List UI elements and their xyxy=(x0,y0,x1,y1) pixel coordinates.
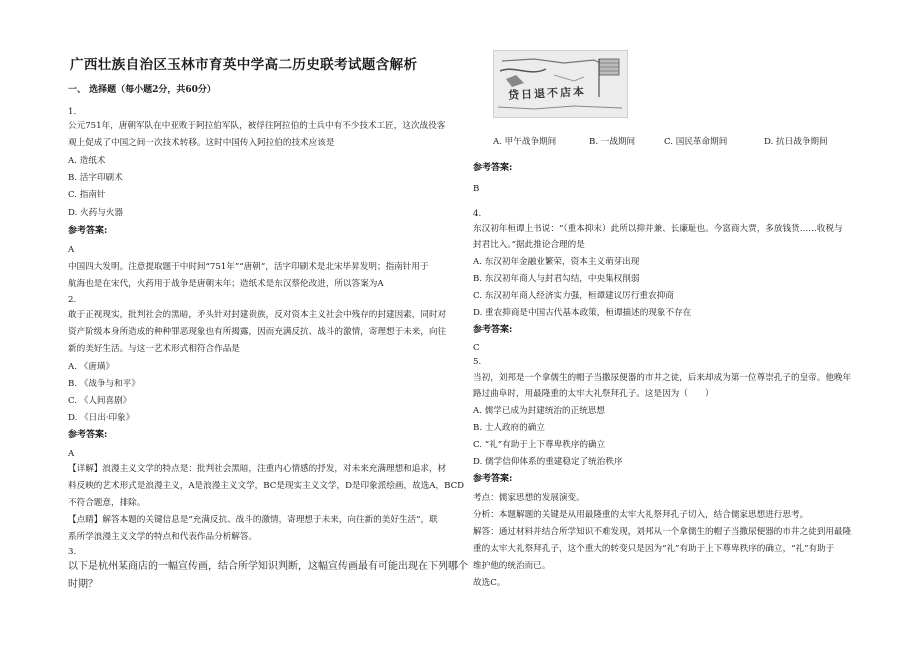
q4-option-d: D. 重农抑商是中国古代基本政策，桓谭描述的现象不存在 xyxy=(473,308,692,318)
q1-stem-line: 公元751年，唐朝军队在中亚败于阿拉伯军队，被俘往阿拉伯的士兵中有不少技术工匠，这次战役客 xyxy=(68,121,446,131)
q5-option-b: B. 士人政府的确立 xyxy=(473,423,545,433)
q3-image-text: 贷日退不店本 xyxy=(507,84,587,103)
q5-explain-line: 维护他的统治而已。 xyxy=(473,561,551,571)
q2-explain-line: 料反映的艺术形式是浪漫主义，A是浪漫主义文学，BC是现实主义文学，D是印象派绘画，故选A，BCD xyxy=(68,481,465,491)
q5-explain-line: 分析：本题解题的关键是从用最隆重的太牢大礼祭拜孔子切入，结合儒家思想进行思考。 xyxy=(473,510,809,520)
q1-answer: A xyxy=(68,245,75,255)
q5-option-c: C. “礼”有助于上下尊卑秩序的确立 xyxy=(473,440,606,450)
q2-answer-label: 参考答案: xyxy=(68,430,108,440)
q4-option-c: C. 东汉初年商人经济实力强，桓谭建议厉行重农抑商 xyxy=(473,291,674,301)
q3-option-d: D. 抗日战争期间 xyxy=(764,137,828,147)
q1-option-c: C. 指南针 xyxy=(68,190,106,200)
q2-explain-line: 不符合题意，排除。 xyxy=(68,498,146,508)
q3-number: 3. xyxy=(68,547,77,557)
q2-option-b: B. 《战争与和平》 xyxy=(68,379,140,389)
q3-answer-label: 参考答案: xyxy=(473,163,513,173)
section-heading: 一、 选择题（每小题2分，共60分） xyxy=(68,85,216,95)
q5-option-d: D. 儒学信仰体系的重建稳定了统治秩序 xyxy=(473,457,623,467)
q1-explain-line: 中国四大发明。注意提取题干中时间“751年”“唐朝”，活字印刷术是北宋毕昇发明；指南针用于 xyxy=(68,262,429,272)
q5-option-a: A. 儒学已成为封建统治的正统思想 xyxy=(473,406,605,416)
q1-option-d: D. 火药与火器 xyxy=(68,208,124,218)
q1-number: 1. xyxy=(68,107,77,117)
q4-answer: C xyxy=(473,343,480,353)
q3-option-c: C. 国民革命期间 xyxy=(664,137,728,147)
q4-stem-line: 封君比入。”据此推论合理的是 xyxy=(473,240,585,250)
q4-option-b: B. 东汉初年商人与封君勾结，中央集权削弱 xyxy=(473,274,640,284)
q3-stem-line: 时期？ xyxy=(68,579,98,590)
q2-explain-line: 【详解】浪漫主义文学的特点是：批判社会黑暗，注重内心情感的抒发，对未来充满理想和追求，材 xyxy=(68,464,447,474)
q5-stem-line: 路过曲阜时，用最隆重的太牢大礼祭拜孔子。这是因为（ ） xyxy=(473,389,714,399)
q4-answer-label: 参考答案: xyxy=(473,325,513,335)
q2-explain-line: 系所学浪漫主义文学的特点和代表作品分析解答。 xyxy=(68,532,258,542)
q3-propaganda-image xyxy=(493,50,628,118)
q1-explain-line: 航海也是在宋代，火药用于战争是唐朝末年；造纸术是东汉蔡伦改进，所以答案为A xyxy=(68,279,384,289)
q3-stem-line: 以下是杭州某商店的一幅宣传画，结合所学知识判断，这幅宣传画最有可能出现在下列哪个 xyxy=(68,561,468,572)
q5-stem-line: 当初，刘邦是一个拿儒生的帽子当撒尿便器的市井之徒，后来却成为第一位尊崇孔子的皇帝。他晚年 xyxy=(473,373,852,383)
q2-stem-line: 资产阶级本身所造成的种种罪恶现象也有所揭露，因而充满反抗、战斗的激情，寄理想于未来，向往 xyxy=(68,327,447,337)
q2-answer: A xyxy=(68,449,75,459)
q5-explain-line: 解答：通过材料并结合所学知识不难发现，刘邦从一个拿儒生的帽子当撒尿便器的市井之徒到用最隆 xyxy=(473,527,852,537)
q1-stem-line: 观上促成了中国之间一次技术转移。这时中国传入阿拉伯的技术应该是 xyxy=(68,138,335,148)
q5-explain-line: 重的太牢大礼祭拜孔子，这个重大的转变只是因为“礼”有助于上下尊卑秩序的确立，“礼”有助于 xyxy=(473,544,835,554)
q3-options xyxy=(493,137,828,148)
q4-stem-line: 东汉初年桓谭上书说：“（重本抑末）此所以抑并兼、长廉耻也。今富商大贾，多放钱货……收税与 xyxy=(473,224,843,234)
q5-answer-label: 参考答案: xyxy=(473,474,513,484)
q2-option-a: A. 《唐璜》 xyxy=(68,362,115,372)
q5-explain-line: 考点：儒家思想的发展演变。 xyxy=(473,493,585,503)
q2-stem-line: 敢于正视现实，批判社会的黑暗，矛头针对封建贵族，反对资本主义社会中残存的封建因素，同时对 xyxy=(68,310,447,320)
q2-option-c: C. 《人间喜剧》 xyxy=(68,396,132,406)
q3-option-a: A. 甲午战争期间 xyxy=(493,137,557,147)
q3-answer: B xyxy=(473,184,480,194)
q5-number: 5. xyxy=(473,357,482,367)
q4-number: 4. xyxy=(473,209,482,219)
q4-option-a: A. 东汉初年金融业繁荣，资本主义萌芽出现 xyxy=(473,257,640,267)
q5-explain-line: 故选C。 xyxy=(473,578,506,588)
q2-option-d: D. 《日出·印象》 xyxy=(68,413,135,423)
q2-number: 2. xyxy=(68,295,77,305)
q1-answer-label: 参考答案: xyxy=(68,226,108,236)
q1-option-a: A. 造纸术 xyxy=(68,156,106,166)
q1-option-b: B. 活字印刷术 xyxy=(68,173,123,183)
q2-stem-line: 新的美好生活。与这一艺术形式相符合作品是 xyxy=(68,344,240,354)
q2-explain-line: 【点睛】解答本题的关键信息是“充满反抗、战斗的激情，寄理想于未来，向往新的美好生活”，联 xyxy=(68,515,438,525)
page-title: 广西壮族自治区玉林市育英中学高二历史联考试题含解析 xyxy=(70,57,418,73)
q3-option-b: B. 一战期间 xyxy=(589,137,636,147)
